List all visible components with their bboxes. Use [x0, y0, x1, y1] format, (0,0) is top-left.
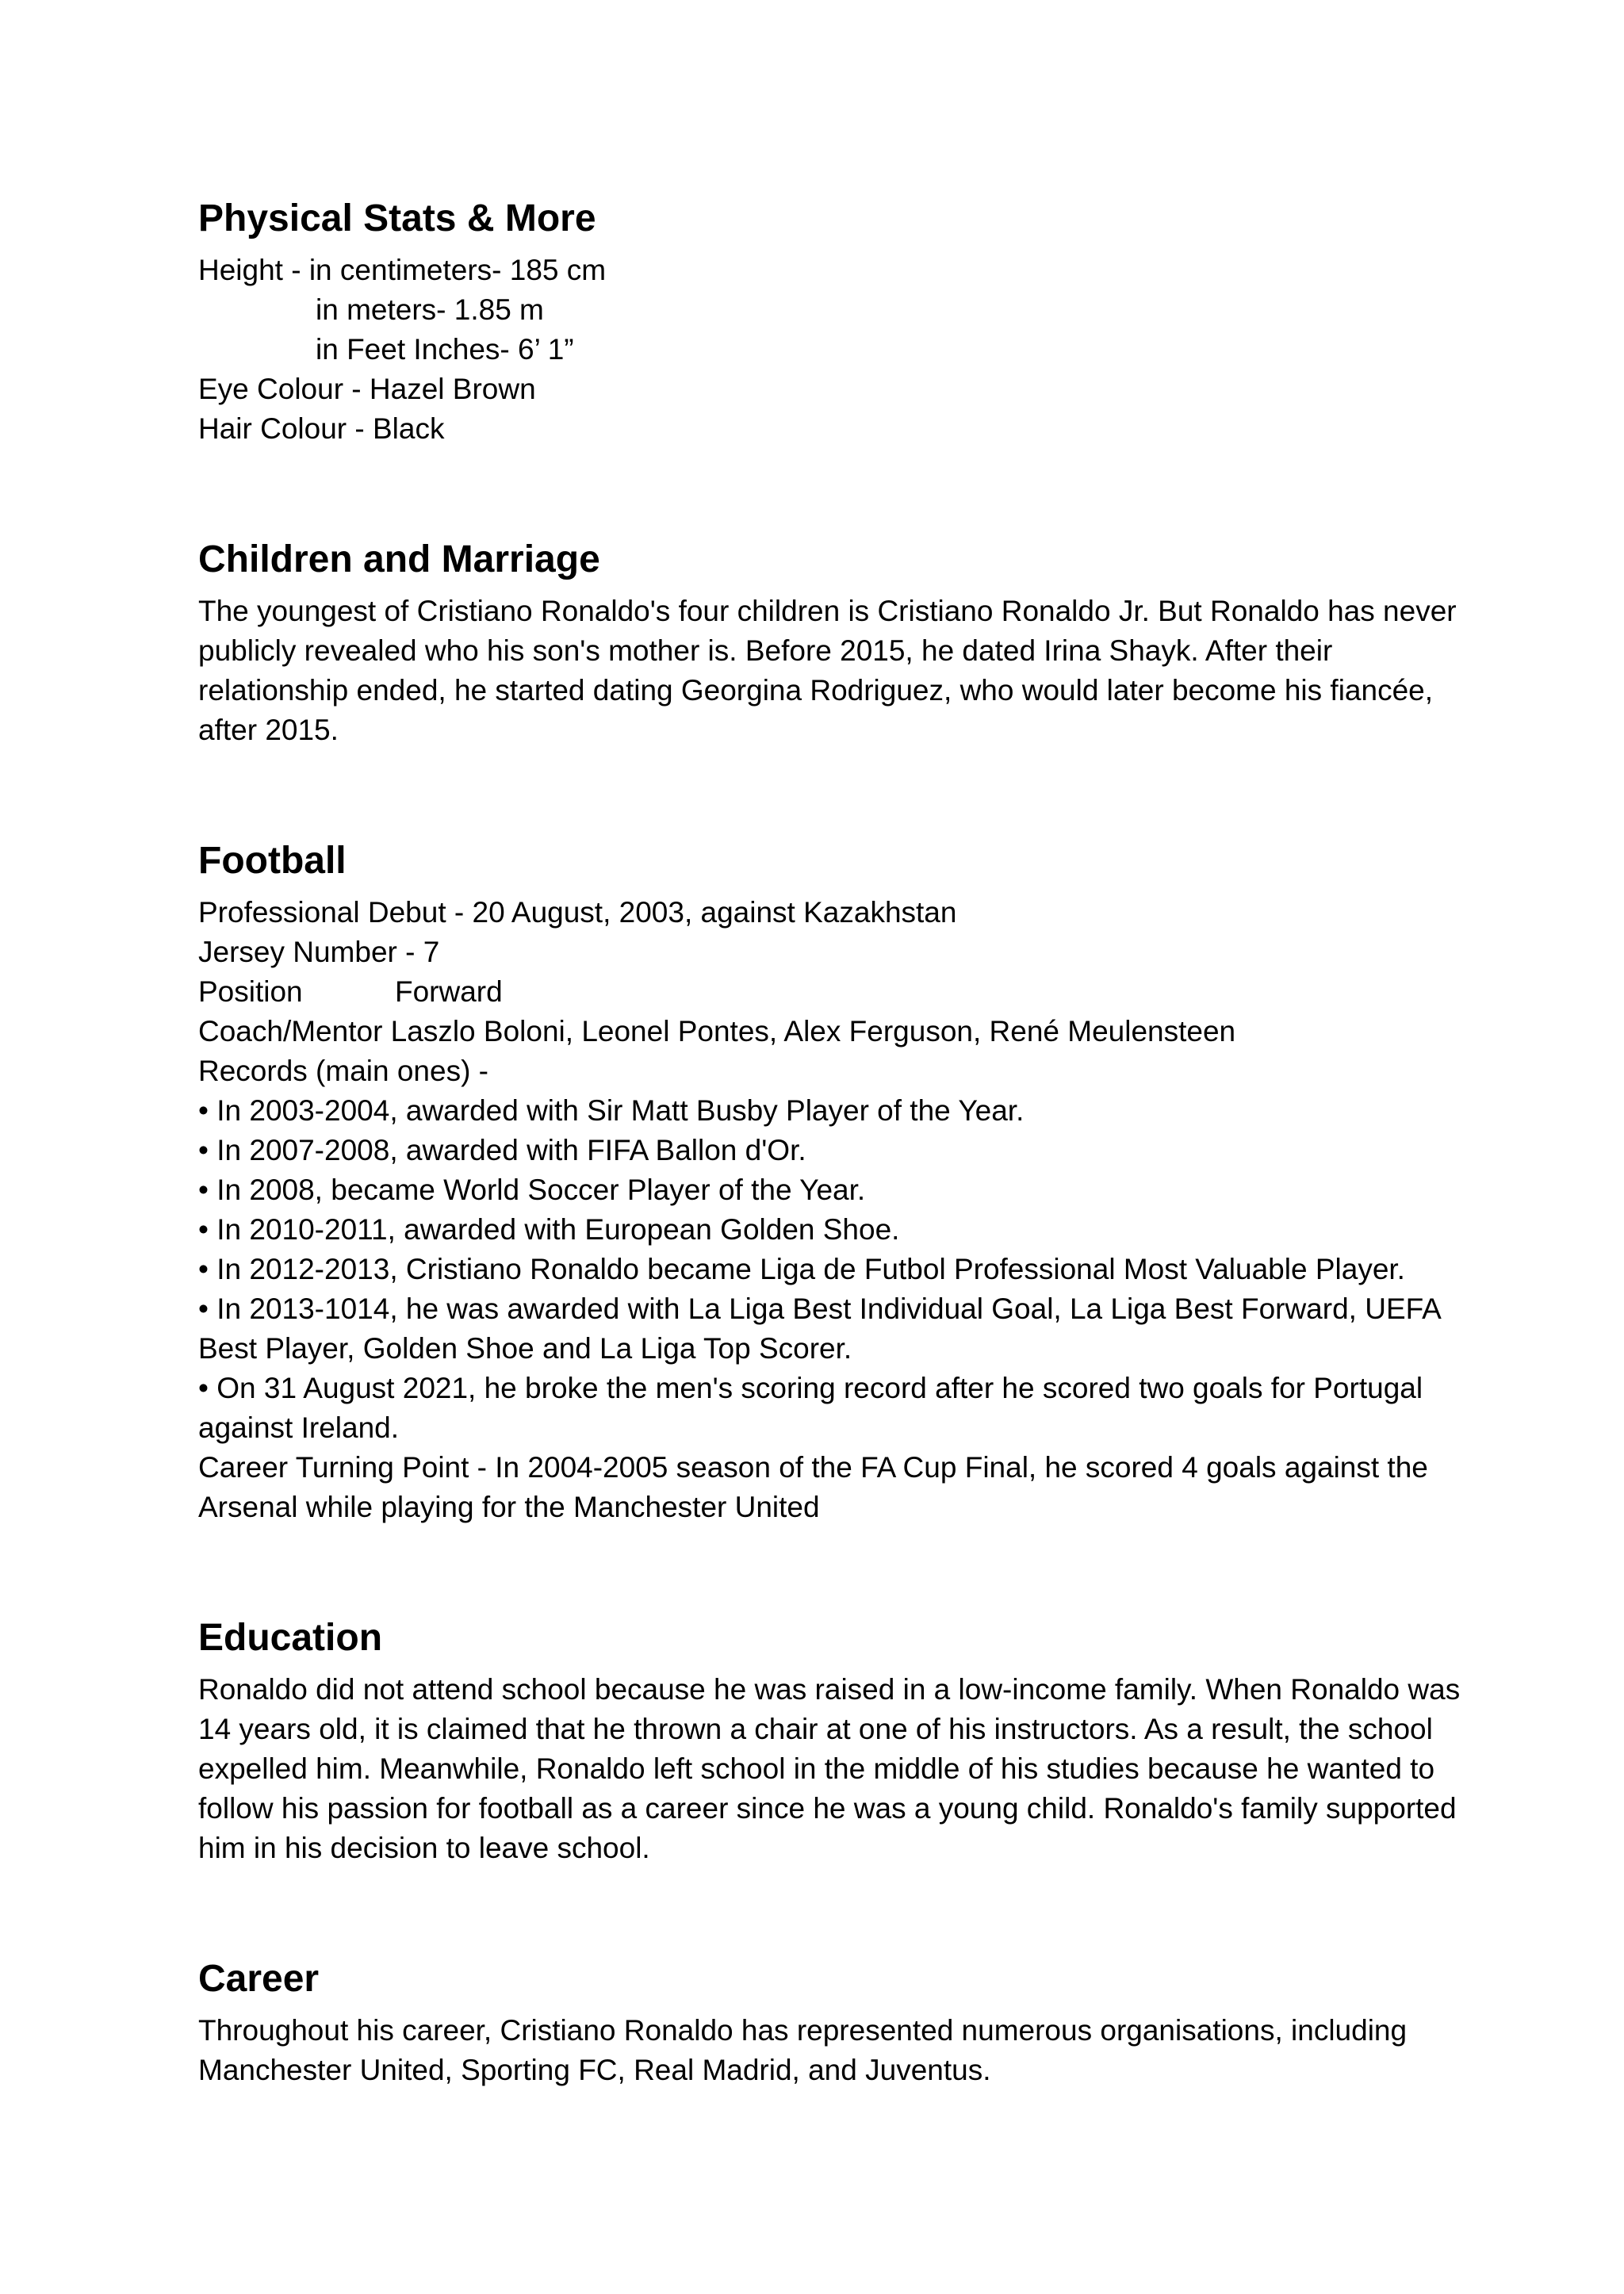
- record-item: • In 2007-2008, awarded with FIFA Ballon d'Or.: [198, 1134, 806, 1166]
- record-item: • In 2003-2004, awarded with Sir Matt Busby Player of the Year.: [198, 1094, 1025, 1127]
- education-section: [198, 1614, 1467, 1868]
- record-item: • In 2013-1014, he was awarded with La Liga Best Individual Goal, La Liga Best Forward, UEFA Best Player, Golden Shoe and La Liga Top Scorer.: [198, 1293, 1440, 1365]
- jersey-line: Jersey Number - 7: [198, 936, 440, 968]
- education-text: Ronaldo did not attend school because he was raised in a low-income family. When Ronaldo was 14 years old, it is claimed that he thrown a chair at one of his instructors. As a result, the school expelled him. Meanwhile, Ronaldo left school in the middle of his studies because he wanted to follow his passion for football as a career since he was a young child. Ronaldo's family supported him in his decision to leave school.: [198, 1673, 1461, 1864]
- records-label: Records (main ones) -: [198, 1055, 489, 1087]
- career-text: Throughout his career, Cristiano Ronaldo has represented numerous organisations, including Manchester United, Sporting FC, Real Madrid, and Juventus.: [198, 2014, 1408, 2086]
- career-section: [198, 1955, 1467, 2090]
- height-m-line: in meters- 1.85 m: [316, 293, 544, 326]
- football-section: [198, 837, 1467, 1527]
- football-heading: Football: [198, 840, 347, 882]
- debut-line: Professional Debut - 20 August, 2003, against Kazakhstan: [198, 896, 957, 929]
- coach-line: Coach/Mentor Laszlo Boloni, Leonel Pontes, Alex Ferguson, René Meulensteen: [198, 1015, 1236, 1047]
- record-item: • In 2008, became World Soccer Player of the Year.: [198, 1174, 866, 1206]
- children-marriage-section: [198, 536, 1467, 750]
- position-label: Position: [198, 975, 303, 1008]
- children-marriage-heading: Children and Marriage: [198, 538, 600, 580]
- hair-colour-line: Hair Colour - Black: [198, 412, 445, 445]
- record-item: • In 2012-2013, Cristiano Ronaldo became Liga de Futbol Professional Most Valuable Player.: [198, 1253, 1405, 1285]
- record-item: • On 31 August 2021, he broke the men's scoring record after he scored two goals for Portugal against Ireland.: [198, 1372, 1423, 1444]
- education-heading: Education: [198, 1617, 383, 1659]
- children-marriage-text: The youngest of Cristiano Ronaldo's four children is Cristiano Ronaldo Jr. But Ronaldo has never publicly revealed who his son's mother is. Before 2015, he dated Irina Shayk. After their relationship ended, he started dating Georgina Rodriguez, who would later become his fiancée, after 2015.: [198, 595, 1457, 746]
- position-line: [198, 972, 1467, 1012]
- height-ft-line: in Feet Inches- 6’ 1”: [316, 333, 574, 366]
- physical-stats-heading: Physical Stats & More: [198, 197, 596, 239]
- career-turning-point: Career Turning Point - In 2004-2005 season of the FA Cup Final, he scored 4 goals against the Arsenal while playing for the Manchester United: [198, 1451, 1428, 1523]
- record-item: • In 2010-2011, awarded with European Golden Shoe.: [198, 1213, 900, 1246]
- career-heading: Career: [198, 1958, 320, 2000]
- physical-stats-section: [198, 195, 1467, 449]
- height-cm-line: Height - in centimeters- 185 cm: [198, 254, 607, 286]
- position-value: Forward: [395, 975, 503, 1008]
- eye-colour-line: Eye Colour - Hazel Brown: [198, 373, 536, 405]
